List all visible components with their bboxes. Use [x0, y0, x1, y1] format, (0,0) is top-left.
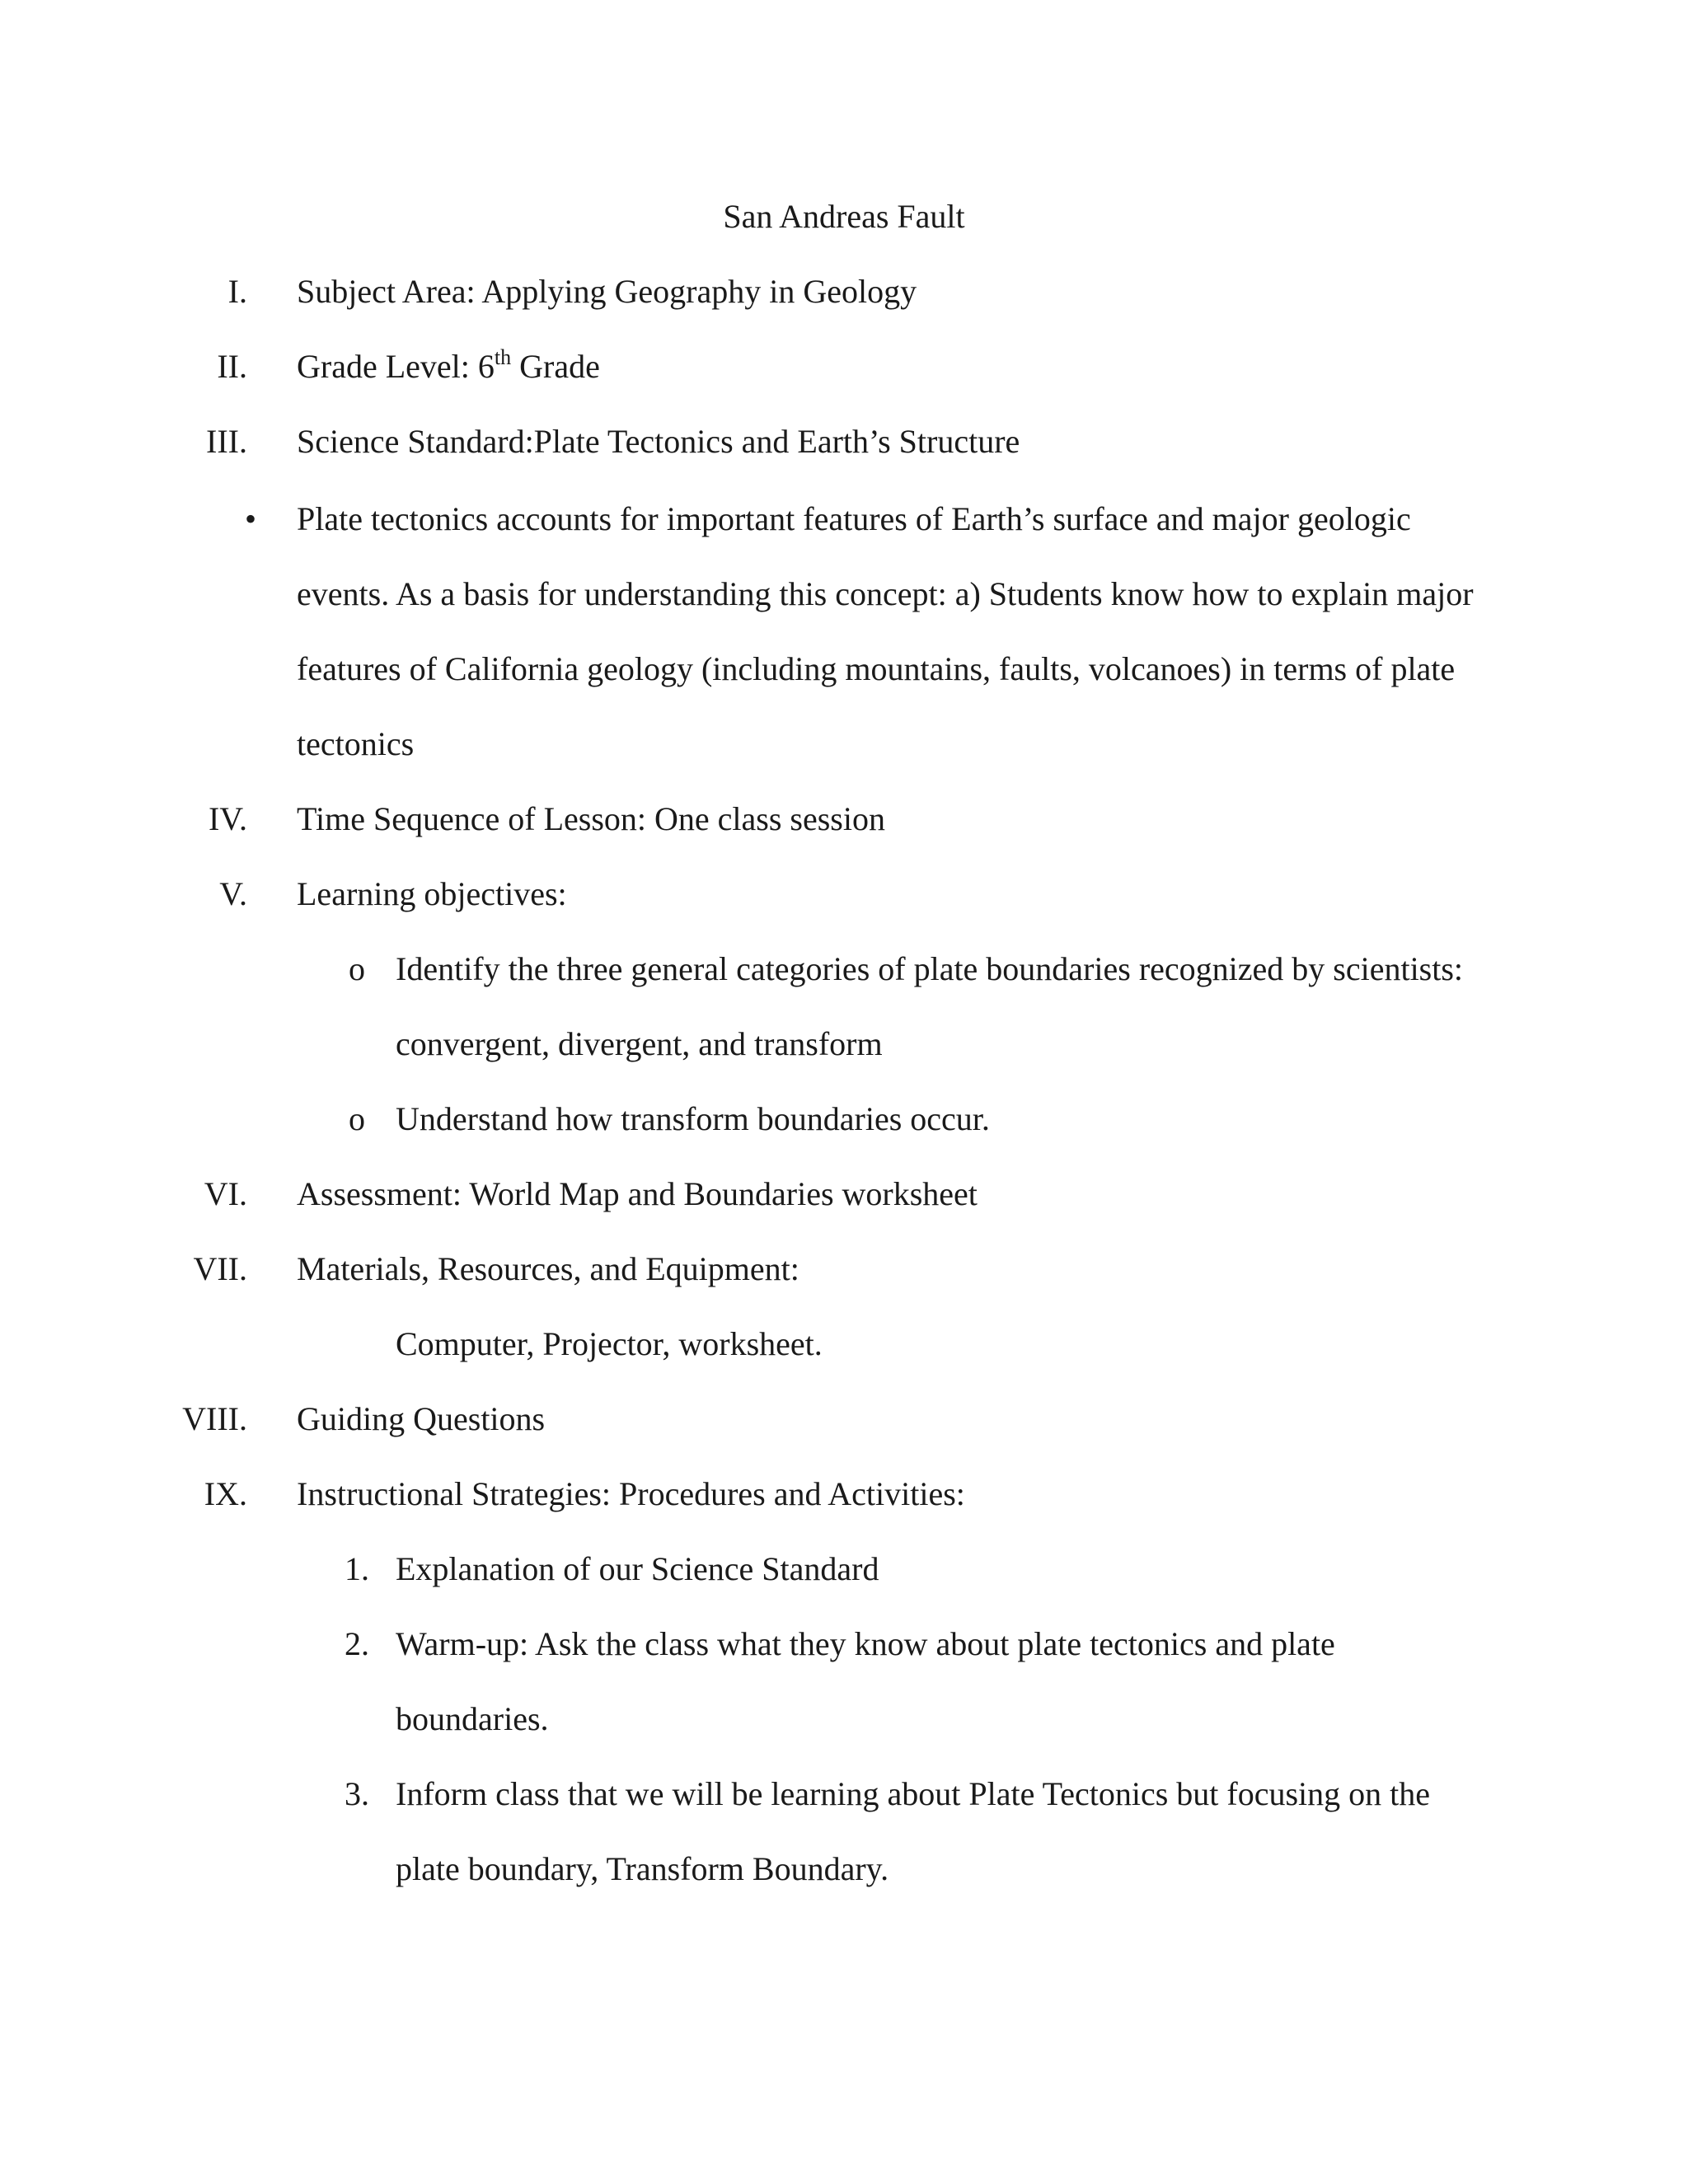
- procedure-item-continued: plate boundary, Transform Boundary.: [396, 1850, 889, 1887]
- objective-marker: o: [349, 950, 365, 987]
- procedure-item: Explanation of our Science Standard: [396, 1550, 879, 1587]
- procedure-item: Inform class that we will be learning about Plate Tectonics but focusing on the: [396, 1775, 1431, 1812]
- section-instructional-strategies: Instructional Strategies: Procedures and Activities:: [297, 1475, 965, 1512]
- bullet-marker: •: [244, 500, 256, 537]
- section-numeral: V.: [219, 875, 247, 912]
- section-time-sequence: Time Sequence of Lesson: One class session: [297, 800, 885, 837]
- procedure-item-continued: boundaries.: [396, 1700, 549, 1737]
- objective-item: Understand how transform boundaries occur.: [396, 1100, 990, 1137]
- section-numeral: I.: [227, 273, 247, 310]
- section-assessment: Assessment: World Map and Boundaries worksheet: [297, 1175, 978, 1212]
- section-science-standard: Science Standard:Plate Tectonics and Earth’s Structure: [297, 423, 1020, 460]
- standard-text-line: features of California geology (including mountains, faults, volcanoes) in terms of plate: [297, 650, 1456, 687]
- section-numeral: IV.: [208, 800, 247, 837]
- grade-level-text: Grade Level: 6: [297, 348, 495, 385]
- section-numeral: VIII.: [182, 1400, 247, 1437]
- standard-text-line: tectonics: [297, 725, 415, 762]
- objective-marker: o: [349, 1100, 365, 1137]
- objective-item-continued: convergent, divergent, and transform: [396, 1025, 883, 1062]
- procedure-number: 2.: [345, 1625, 369, 1662]
- document-title: San Andreas Fault: [723, 198, 965, 235]
- objective-item: Identify the three general categories of plate boundaries recognized by scientists:: [396, 950, 1464, 987]
- section-guiding-questions: Guiding Questions: [297, 1400, 546, 1437]
- section-materials: Materials, Resources, and Equipment:: [297, 1250, 799, 1287]
- grade-level-superscript: th: [494, 345, 512, 369]
- procedure-number: 3.: [345, 1775, 369, 1812]
- procedure-number: 1.: [345, 1550, 369, 1587]
- section-numeral: III.: [206, 423, 247, 460]
- section-numeral: IX.: [204, 1475, 247, 1512]
- procedure-item: Warm-up: Ask the class what they know about plate tectonics and plate: [396, 1625, 1335, 1662]
- section-subject-area: Subject Area: Applying Geography in Geology: [297, 273, 917, 310]
- standard-text-line: Plate tectonics accounts for important features of Earth’s surface and major geologic: [297, 500, 1411, 537]
- section-numeral: VII.: [193, 1250, 247, 1287]
- standard-text-line: events. As a basis for understanding this concept: a) Students know how to explain major: [297, 575, 1474, 612]
- grade-level-text-after: Grade: [511, 348, 600, 385]
- materials-list: Computer, Projector, worksheet.: [396, 1325, 823, 1362]
- section-grade-level: [297, 345, 600, 385]
- section-learning-objectives: Learning objectives:: [297, 875, 567, 912]
- section-numeral: II.: [217, 348, 247, 385]
- section-numeral: VI.: [204, 1175, 247, 1212]
